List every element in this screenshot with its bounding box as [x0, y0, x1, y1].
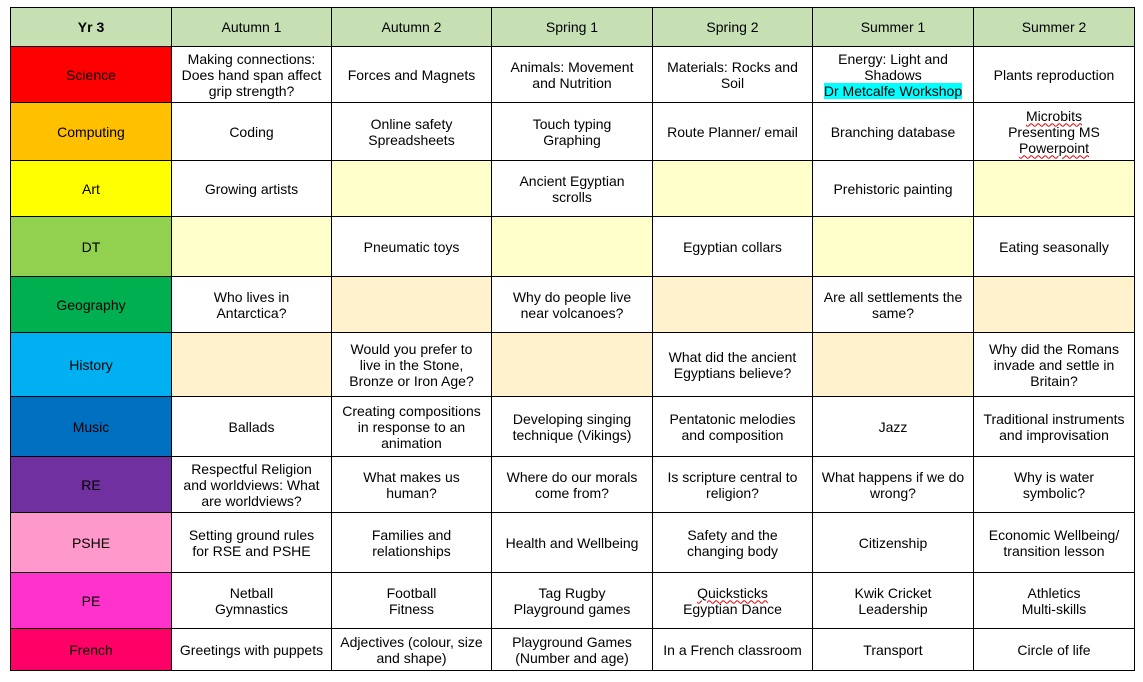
topic-text: Bronze or Iron Age? — [349, 372, 474, 389]
topic-text: and worldviews: What — [183, 476, 320, 493]
topic-text: Pneumatic toys — [363, 238, 460, 255]
topic-cell — [813, 397, 974, 457]
topic-text: wrong? — [870, 484, 916, 501]
table-row — [11, 103, 1135, 161]
topic-cell — [653, 573, 813, 629]
topic-text: Playground games — [513, 600, 631, 617]
topic-cell — [974, 573, 1135, 629]
topic-cell — [813, 161, 974, 217]
topic-text: Safety and the — [687, 526, 778, 543]
subject-label: Science — [11, 47, 172, 103]
topic-text: religion? — [706, 484, 759, 501]
topic-text: Ballads — [228, 418, 275, 435]
topic-text: and improvisation — [999, 426, 1109, 443]
topic-text: Gymnastics — [214, 600, 289, 617]
subject-label: PE — [11, 573, 172, 629]
topic-text: Transport — [863, 641, 923, 658]
topic-cell — [974, 629, 1135, 671]
empty-cell — [332, 161, 492, 217]
topic-cell — [492, 103, 653, 161]
topic-text: Athletics — [1027, 584, 1081, 601]
topic-text: Making connections: — [187, 50, 316, 67]
topic-cell — [813, 629, 974, 671]
topic-text: Why is water — [1013, 468, 1095, 485]
topic-cell — [172, 161, 332, 217]
subject-label: Geography — [11, 277, 172, 333]
topic-cell — [813, 513, 974, 573]
topic-cell — [332, 573, 492, 629]
topic-text: Online safety — [370, 115, 453, 132]
curriculum-table — [10, 7, 1135, 671]
topic-text: Energy: Light and — [838, 50, 948, 67]
topic-cell — [172, 277, 332, 333]
topic-text: What happens if we do — [821, 468, 965, 485]
topic-cell — [492, 573, 653, 629]
empty-cell — [813, 333, 974, 397]
table-row — [11, 333, 1135, 397]
topic-text: Why do people live — [512, 288, 632, 305]
topic-cell — [653, 47, 813, 103]
topic-cell — [332, 47, 492, 103]
subject-label: Music — [11, 397, 172, 457]
topic-text: relationships — [372, 542, 451, 559]
topic-text: Graphing — [543, 131, 601, 148]
term-header: Summer 1 — [813, 8, 974, 47]
topic-text: grip strength? — [208, 82, 295, 99]
topic-cell — [974, 217, 1135, 277]
topic-text: symbolic? — [1022, 484, 1086, 501]
topic-cell — [172, 573, 332, 629]
topic-text: Why did the Romans — [989, 340, 1119, 357]
empty-cell — [492, 333, 653, 397]
topic-cell — [653, 217, 813, 277]
topic-text: Traditional instruments — [983, 410, 1125, 427]
table-row — [11, 217, 1135, 277]
topic-cell — [653, 457, 813, 513]
topic-text: Setting ground rules — [188, 526, 315, 543]
workshop-highlight: Dr Metcalfe Workshop — [823, 82, 963, 99]
topic-text: Circle of life — [1017, 641, 1091, 658]
topic-text: changing body — [686, 542, 779, 559]
topic-text: Who lives in — [213, 288, 290, 305]
topic-cell — [332, 457, 492, 513]
empty-cell — [492, 217, 653, 277]
topic-text: live in the Stone, — [359, 356, 464, 373]
topic-cell — [492, 161, 653, 217]
empty-cell — [653, 161, 813, 217]
topic-text: Pentatonic melodies — [669, 410, 796, 427]
topic-text: technique (Vikings) — [512, 426, 632, 443]
table-row — [11, 277, 1135, 333]
topic-text: in response to an — [357, 418, 466, 435]
topic-text: (Number and age) — [515, 649, 629, 666]
topic-text: and shape) — [376, 649, 447, 666]
empty-cell — [813, 217, 974, 277]
topic-text: Citizenship — [858, 534, 928, 551]
topic-text: Respectful Religion — [191, 460, 312, 477]
topic-text: Soil — [720, 74, 745, 91]
topic-text: Leadership — [858, 600, 928, 617]
topic-text: Shadows — [864, 66, 922, 83]
subject-label: DT — [11, 217, 172, 277]
topic-text: Eating seasonally — [999, 238, 1109, 255]
topic-cell — [492, 629, 653, 671]
topic-cell — [332, 629, 492, 671]
topic-text: come from? — [535, 484, 609, 501]
year-label: Yr 3 — [11, 8, 172, 47]
topic-text: Are all settlements the — [823, 288, 963, 305]
topic-cell — [653, 397, 813, 457]
topic-text: What makes us — [363, 468, 460, 485]
empty-cell — [172, 333, 332, 397]
topic-text: Branching database — [830, 123, 956, 140]
topic-cell — [813, 277, 974, 333]
topic-text: Where do our morals — [506, 468, 638, 485]
topic-text: Adjectives (colour, size — [340, 633, 483, 650]
table-row — [11, 629, 1135, 671]
empty-cell — [332, 277, 492, 333]
topic-text: Forces and Magnets — [347, 66, 476, 83]
topic-cell — [172, 103, 332, 161]
topic-cell — [492, 47, 653, 103]
topic-text: and Nutrition — [532, 74, 612, 91]
topic-text: Animals: Movement — [510, 58, 634, 75]
topic-text: Playground Games — [512, 633, 632, 650]
topic-cell — [653, 513, 813, 573]
topic-text: Health and Wellbeing — [505, 534, 639, 551]
topic-cell — [172, 629, 332, 671]
topic-text: near volcanoes? — [520, 304, 624, 321]
topic-text: Materials: Rocks and — [667, 58, 798, 75]
topic-cell — [332, 103, 492, 161]
topic-text: scrolls — [552, 188, 592, 205]
empty-cell — [974, 161, 1135, 217]
topic-text: Greetings with puppets — [179, 641, 324, 658]
term-header: Spring 2 — [653, 8, 813, 47]
topic-text: Developing singing — [512, 410, 632, 427]
topic-text: for RSE and PSHE — [192, 542, 311, 559]
table-body — [11, 47, 1135, 671]
topic-text: Tag Rugby — [538, 584, 606, 601]
term-header: Autumn 2 — [332, 8, 492, 47]
topic-cell — [813, 457, 974, 513]
subject-label: RE — [11, 457, 172, 513]
topic-cell — [172, 397, 332, 457]
topic-text: Touch typing — [532, 115, 612, 132]
topic-cell — [974, 47, 1135, 103]
topic-text: Presenting MS — [1008, 123, 1100, 140]
topic-text: Economic Wellbeing/ — [988, 526, 1120, 543]
subject-label: PSHE — [11, 513, 172, 573]
topic-text: Quicksticks — [697, 584, 768, 601]
topic-text: Families and — [371, 526, 452, 543]
topic-text: Coding — [229, 123, 274, 140]
topic-text: are worldviews? — [201, 492, 302, 509]
topic-text: In a French classroom — [663, 641, 802, 658]
topic-text: Multi-skills — [1021, 600, 1087, 617]
topic-text: Fitness — [388, 600, 435, 617]
subject-label: History — [11, 333, 172, 397]
topic-text: Powerpoint — [1018, 139, 1090, 156]
topic-cell — [653, 629, 813, 671]
topic-cell — [172, 457, 332, 513]
topic-cell — [332, 217, 492, 277]
topic-text: Netball — [229, 584, 274, 601]
topic-text: Egyptian Dance — [683, 600, 782, 617]
topic-text: Britain? — [1030, 372, 1078, 389]
topic-cell — [492, 513, 653, 573]
topic-text: Spreadsheets — [368, 131, 455, 148]
topic-cell — [813, 103, 974, 161]
topic-cell — [653, 333, 813, 397]
topic-text: Creating compositions — [342, 402, 481, 419]
topic-text: Football — [386, 584, 437, 601]
topic-cell — [653, 103, 813, 161]
topic-text: Egyptians believe? — [673, 364, 792, 381]
table-row — [11, 513, 1135, 573]
topic-text: human? — [386, 484, 437, 501]
topic-text: Plants reproduction — [993, 66, 1115, 83]
topic-cell — [492, 277, 653, 333]
topic-text: transition lesson — [1003, 542, 1105, 559]
topic-text: What did the ancient — [668, 348, 797, 365]
topic-text: Jazz — [878, 418, 908, 435]
table-row — [11, 457, 1135, 513]
topic-text: Would you prefer to — [350, 340, 473, 357]
table-row — [11, 47, 1135, 103]
topic-text: animation — [381, 434, 442, 451]
topic-text: Ancient Egyptian — [519, 172, 625, 189]
table-row — [11, 161, 1135, 217]
term-header: Spring 1 — [492, 8, 653, 47]
topic-text: Prehistoric painting — [833, 180, 953, 197]
empty-cell — [653, 277, 813, 333]
topic-cell — [974, 513, 1135, 573]
term-header: Summer 2 — [974, 8, 1135, 47]
topic-cell — [813, 573, 974, 629]
empty-cell — [172, 217, 332, 277]
topic-text: Antarctica? — [216, 304, 287, 321]
topic-text: and composition — [681, 426, 784, 443]
subject-label: Computing — [11, 103, 172, 161]
topic-text: Egyptian collars — [683, 238, 782, 255]
topic-cell — [974, 457, 1135, 513]
topic-cell — [974, 333, 1135, 397]
topic-cell — [332, 513, 492, 573]
topic-cell — [332, 333, 492, 397]
table-row — [11, 573, 1135, 629]
topic-text: Is scripture central to — [667, 468, 798, 485]
term-header: Autumn 1 — [172, 8, 332, 47]
topic-cell — [813, 47, 974, 103]
empty-cell — [974, 277, 1135, 333]
topic-text: Kwik Cricket — [854, 584, 932, 601]
topic-text: invade and settle in — [993, 356, 1115, 373]
subject-label: Art — [11, 161, 172, 217]
topic-cell — [974, 397, 1135, 457]
topic-cell — [172, 47, 332, 103]
topic-cell — [492, 397, 653, 457]
topic-cell — [332, 397, 492, 457]
topic-cell — [974, 103, 1135, 161]
header-row — [11, 8, 1135, 47]
table-row — [11, 397, 1135, 457]
topic-text: same? — [871, 304, 915, 321]
topic-text: Does hand span affect — [181, 66, 322, 83]
topic-text: Microbits — [1025, 107, 1082, 124]
topic-text: Growing artists — [204, 180, 299, 197]
topic-cell — [492, 457, 653, 513]
subject-label: French — [11, 629, 172, 671]
topic-cell — [172, 513, 332, 573]
topic-text: Route Planner/ email — [667, 123, 798, 140]
